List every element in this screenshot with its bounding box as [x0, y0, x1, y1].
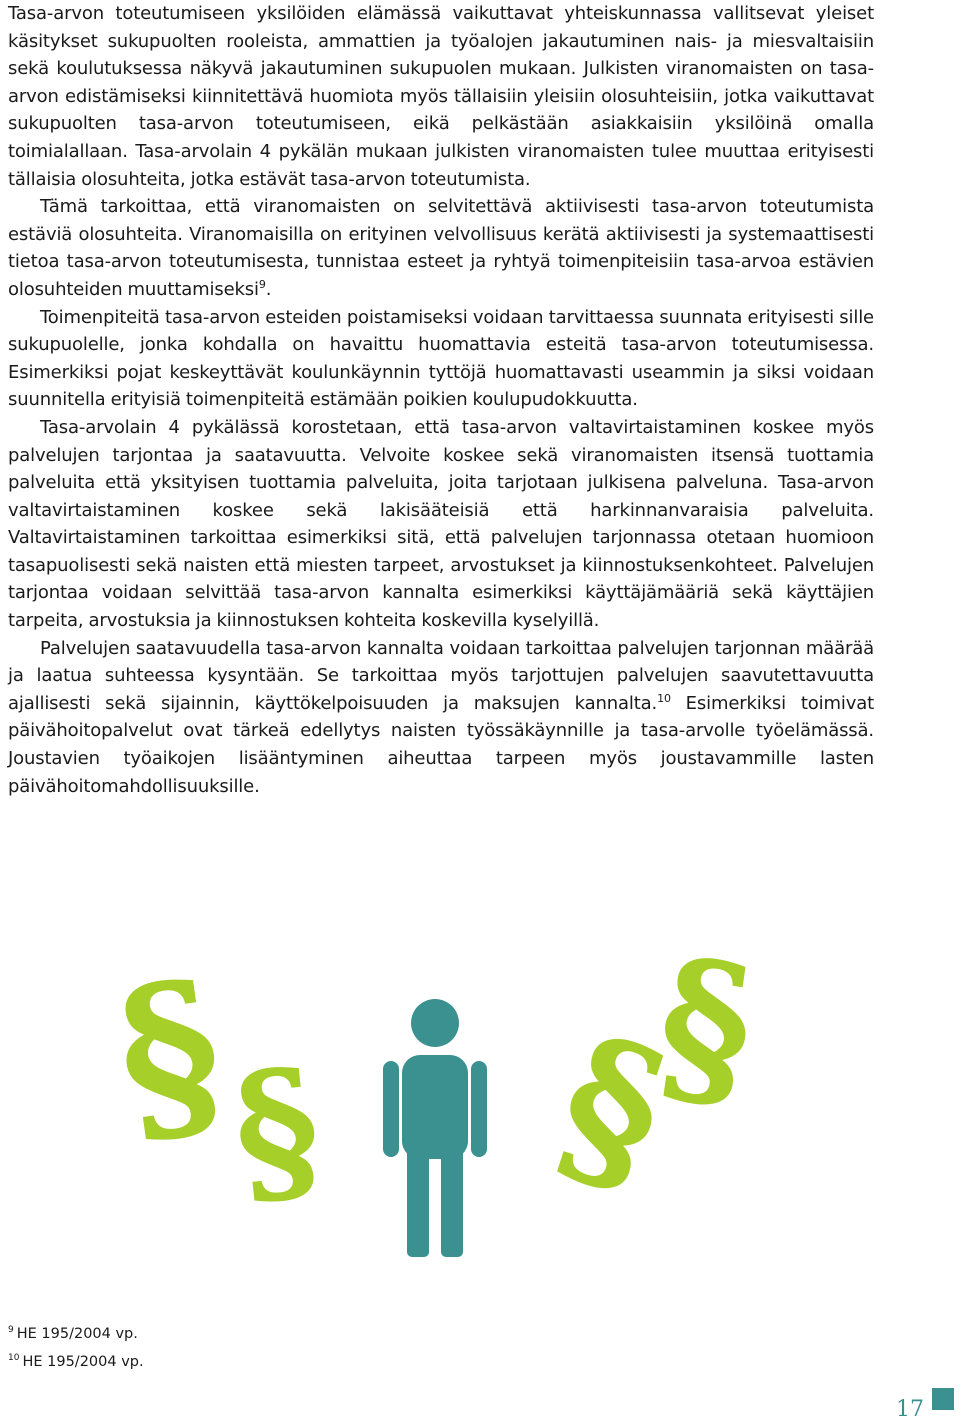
page-number: 17	[896, 1397, 924, 1422]
section-symbol-icon: §	[104, 937, 235, 1172]
section-symbol-icon: §	[225, 1032, 329, 1228]
footnote-text: HE 195/2004 vp.	[16, 1326, 138, 1342]
section-symbol-icon: §	[534, 994, 690, 1225]
paragraph-5-text: Palvelujen saatavuudella tasa-arvon kannalta voidaan tarkoittaa palvelujen tarjonnan määrää ja laatua suhteessa kysyntään. Se tarkoittaa myös tarjottujen palvelujen saavutettavuutta ajallisesti sekä sijainnin, käyttökelpoisuuden ja maksujen kannalta.	[8, 637, 874, 714]
footnote-9	[8, 1320, 144, 1348]
footnote-number: 10	[8, 1353, 20, 1363]
paragraph-2	[8, 193, 874, 303]
paragraph-4: Tasa-arvolain 4 pykälässä korostetaan, että tasa-arvon valtavirtaistaminen koskee myös palvelujen tarjontaa ja saatavuutta. Velvoite koskee sekä viranomaisten itsensä tuottamia palveluita että yksityisen tuottamia palveluita, joita tarjotaan julkisena palveluna. Tasa-arvon valtavirtaistaminen koskee sekä lakisääteisiä että harkinnanvaraisia palveluita. Valtavirtaistaminen tarkoittaa esimerkiksi sitä, että palvelujen tarjonnassa otetaan huomioon tasapuolisesti sekä naisten että miesten tarpeet, arvostukset ja kiinnostuksenkohteet. Palvelujen tarjontaa voidaan selvittää tasa-arvon kannalta esimerkiksi käyttäjämääriä sekä käyttäjien tarpeita, arvostuksia ja kiinnostuksen kohteita koskevilla kyselyillä.	[8, 416, 874, 632]
paragraph-2-text: Tämä tarkoittaa, että viranomaisten on selvitettävä aktiivisesti tasa-arvon toteutumista estäviä olosuhteita. Viranomaisilla on erityinen velvollisuus kerätä aktiivisesti ja systemaattisesti tietoa tasa-arvon toteutumisesta, tunnistaa esteet ja ryhtyä toimenpiteisiin tasa-arvoa estävien olosuhteiden muuttamiseksi	[8, 196, 874, 300]
footnote-10	[8, 1348, 144, 1376]
body-text	[8, 0, 874, 800]
paragraph-5-tail: Esimerkiksi toimivat päivähoitopalvelut ovat tärkeä edellytys naisten työssäkäynnille ja tasa-arvolle työelämässä. Joustavien työaikojen lisääntyminen aiheuttaa tarpeen myös joustavammille lasten päivähoitomahdollisuuksille.	[8, 692, 874, 797]
illustration	[104, 919, 900, 1260]
paragraph-5	[8, 635, 874, 801]
page-marker-square-icon	[932, 1388, 954, 1410]
paragraph-2-tail: .	[265, 278, 272, 300]
footnote-text: HE 195/2004 vp.	[22, 1354, 144, 1370]
footnotes	[8, 1320, 144, 1376]
section-symbol-icon: §	[646, 919, 766, 1136]
footnote-ref-10[interactable]: 10	[657, 691, 671, 705]
person-icon	[370, 995, 500, 1260]
footnote-ref-9[interactable]: 9	[258, 277, 266, 291]
footnote-number: 9	[8, 1325, 14, 1335]
paragraph-1: Tasa-arvon toteutumiseen yksilöiden elämässä vaikuttavat yhteiskunnassa vallitsevat yleiset käsitykset sukupuolten rooleista, ammattien ja työalojen jakautuminen nais- ja miesvaltaisiin sekä koulutuksessa näkyvä jakautuminen sukupuolen mukaan. Julkisten viranomaisten on tasa-arvon edistämiseksi kiinnitettävä huomiota myös tällaisiin yleisiin olosuhteisiin, jotka vaikuttavat sukupuolten tasa-arvon toteutumiseen, eikä pelkästään asiakkaisiin yksilöinä omalla toimialallaan. Tasa-arvolain 4 pykälän mukaan julkisten viranomaisten tulee muuttaa erityisesti tällaisia olosuhteita, jotka estävät tasa-arvon toteutumista.	[8, 3, 874, 190]
paragraph-3: Toimenpiteitä tasa-arvon esteiden poistamiseksi voidaan tarvittaessa suunnata erityisesti sille sukupuolelle, jonka kohdalla on havaittu huomattavia esteitä tasa-arvon toteutumisessa. Esimerkiksi pojat keskeyttävät koulunkäynnin tyttöjä huomattavasti useammin ja siksi voidaan suunnitella erityisiä toimenpiteitä estämään poikien koulupudokkuutta.	[8, 306, 874, 411]
